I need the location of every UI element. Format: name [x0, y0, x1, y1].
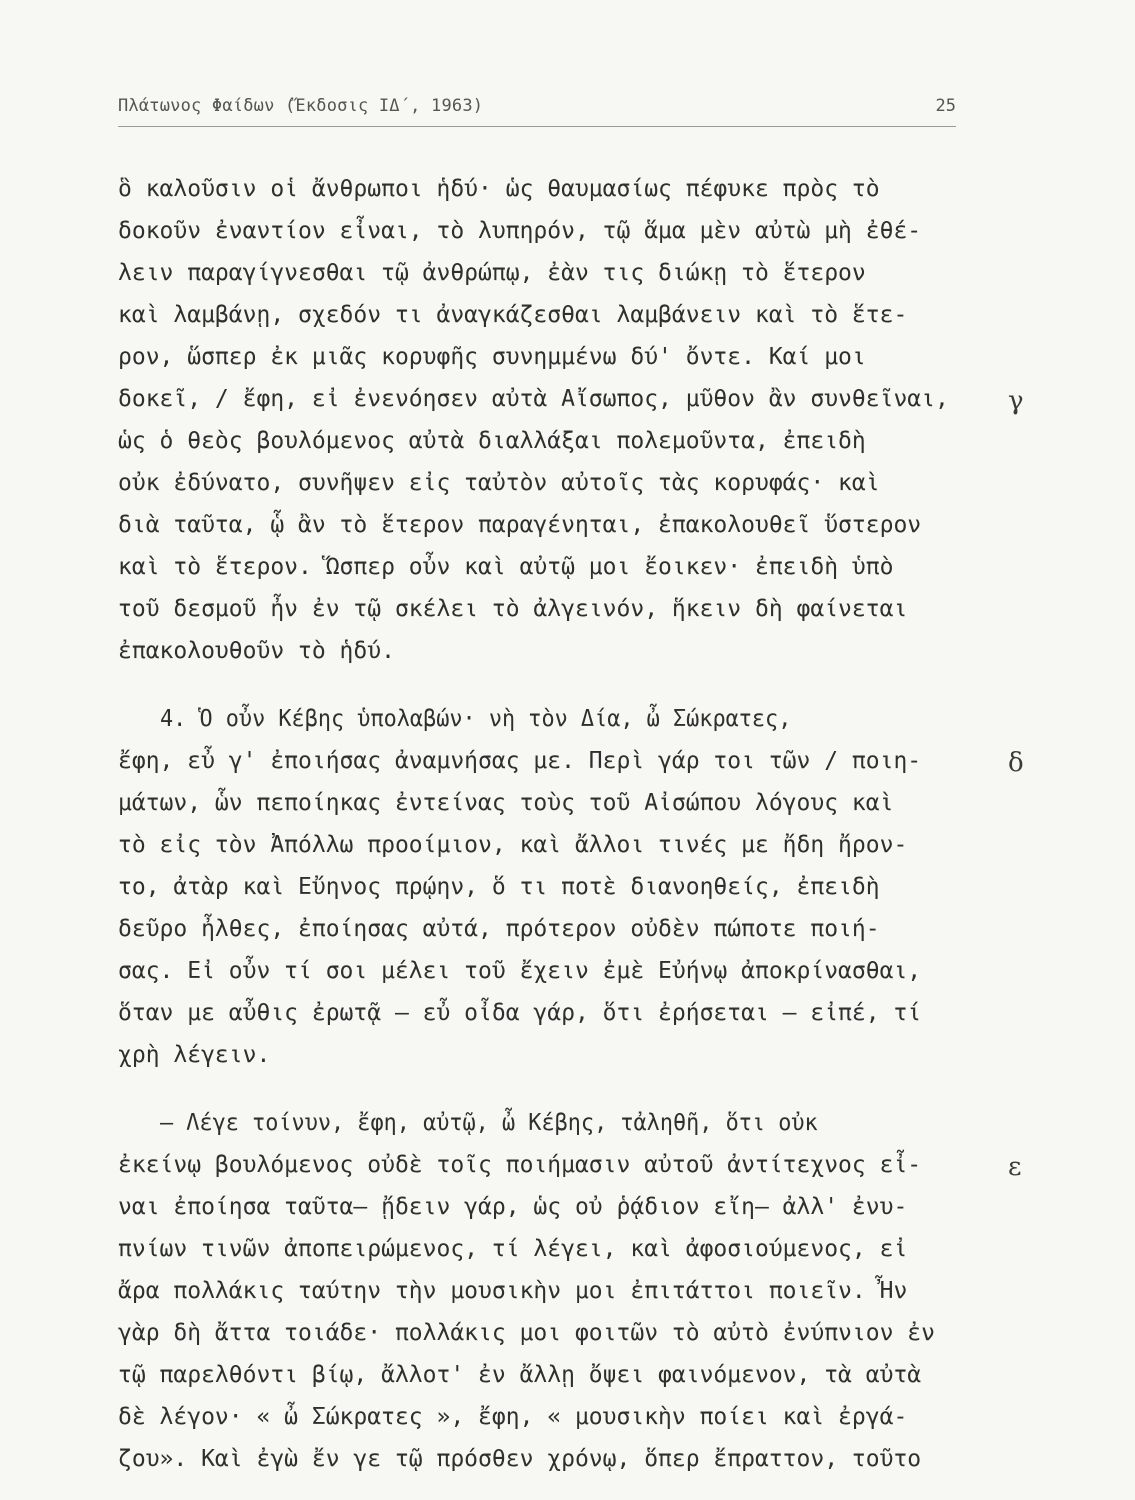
- margin-section-letter: γ: [1008, 386, 1024, 416]
- text-line: ὡς ὁ θεὸς βουλόμενος αὐτὰ διαλλάξαι πολεμοῦντα, ἐπειδὴ: [118, 428, 866, 454]
- text-line: ζου». Καὶ ἐγὼ ἔν γε τῷ πρόσθεν χρόνῳ, ὅπερ ἔπραττον, τοῦτο: [118, 1446, 922, 1472]
- text-line: διὰ ταῦτα, ᾧ ἂν τὸ ἕτερον παραγένηται, ἐπακολουθεῖ ὕστερον: [118, 512, 922, 538]
- text-line-paragraph-start: 4. Ὁ οὖν Κέβης ὑπολαβών· νὴ τὸν Δία, ὦ Σώκρατες,: [160, 706, 792, 732]
- text-line: χρὴ λέγειν.: [118, 1042, 271, 1068]
- text-line: ὅταν με αὖθις ἐρωτᾷ — εὖ οἶδα γάρ, ὅτι ἐρήσεται — εἰπέ, τί: [118, 1000, 922, 1026]
- text-line: το, ἀτὰρ καὶ Εὔηνος πρῴην, ὅ τι ποτὲ διανοηθείς, ἐπειδὴ: [118, 874, 880, 900]
- running-header: [118, 96, 956, 127]
- text-line-paragraph-start: — Λέγε τοίνυν, ἔφη, αὐτῷ, ὦ Κέβης, τἀληθῆ, ὅτι οὐκ: [160, 1110, 818, 1136]
- page-number: 25: [935, 96, 956, 116]
- text-line: δοκοῦν ἐναντίον εἶναι, τὸ λυπηρόν, τῷ ἅμα μὲν αὐτὼ μὴ ἐθέ-: [118, 218, 922, 244]
- text-line: ρον, ὥσπερ ἐκ μιᾶς κορυφῆς συνημμένω δύ' ὄντε. Καί μοι: [118, 344, 866, 370]
- text-line: ἄρα πολλάκις ταύτην τὴν μουσικὴν μοι ἐπιτάττοι ποιεῖν. Ἦν: [118, 1278, 908, 1304]
- margin-section-letter: δ: [1008, 748, 1024, 778]
- text-line: καὶ τὸ ἕτερον. Ὥσπερ οὖν καὶ αὐτῷ μοι ἔοικεν· ἐπειδὴ ὑπὸ: [118, 554, 894, 580]
- text-line: τῷ παρελθόντι βίῳ, ἄλλοτ' ἐν ἄλλῃ ὄψει φαινόμενον, τὰ αὐτὰ: [118, 1362, 922, 1388]
- text-line: ἐκείνῳ βουλόμενος οὐδὲ τοῖς ποιήμασιν αὐτοῦ ἀντίτεχνος εἶ-: [118, 1152, 922, 1178]
- header-title: Πλάτωνος Φαίδων (Ἔκδοσις ΙΔ΄, 1963): [118, 96, 484, 116]
- text-line: τὸ εἰς τὸν Ἀπόλλω προοίμιον, καὶ ἄλλοι τινές με ἤδη ἤρον-: [118, 832, 908, 858]
- text-line: γὰρ δὴ ἄττα τοιάδε· πολλάκις μοι φοιτῶν τὸ αὐτὸ ἐνύπνιον ἐν: [118, 1320, 935, 1346]
- text-line: τοῦ δεσμοῦ ἦν ἐν τῷ σκέλει τὸ ἀλγεινόν, ἥκειν δὴ φαίνεται: [118, 596, 908, 622]
- text-line: λειν παραγίγνεσθαι τῷ ἀνθρώπῳ, ἐὰν τις διώκῃ τὸ ἕτερον: [118, 260, 866, 286]
- text-line: καὶ λαμβάνῃ, σχεδόν τι ἀναγκάζεσθαι λαμβάνειν καὶ τὸ ἕτε-: [118, 302, 908, 328]
- text-line: δοκεῖ, / ἔφη, εἰ ἐνενόησεν αὐτὰ Αἴσωπος, μῦθον ἂν συνθεῖναι,: [118, 386, 949, 412]
- text-line: ὃ καλοῦσιν οἱ ἄνθρωποι ἡδύ· ὡς θαυμασίως πέφυκε πρὸς τὸ: [118, 176, 880, 202]
- text-line: ναι ἐποίησα ταῦτα— ᾔδειν γάρ, ὡς οὐ ῥᾴδιον εἴη— ἀλλ' ἐνυ-: [118, 1194, 908, 1220]
- text-line: δὲ λέγον· « ὦ Σώκρατες », ἔφη, « μουσικὴν ποίει καὶ ἐργά-: [118, 1404, 908, 1430]
- text-line: πνίων τινῶν ἀποπειρώμενος, τί λέγει, καὶ ἀφοσιούμενος, εἰ: [118, 1236, 908, 1262]
- text-line: δεῦρο ἦλθες, ἐποίησας αὐτά, πρότερον οὐδὲν πώποτε ποιή-: [118, 916, 880, 942]
- margin-section-letter: ε: [1008, 1152, 1022, 1182]
- text-line: μάτων, ὧν πεποίηκας ἐντείνας τοὺς τοῦ Αἰσώπου λόγους καὶ: [118, 790, 894, 816]
- text-line: ἔφη, εὖ γ' ἐποιήσας ἀναμνήσας με. Περὶ γάρ τοι τῶν / ποιη-: [118, 748, 922, 774]
- text-line: ἐπακολουθοῦν τὸ ἡδύ.: [118, 638, 395, 664]
- text-line: σας. Εἰ οὖν τί σοι μέλει τοῦ ἔχειν ἐμὲ Εὐήνῳ ἀποκρίνασθαι,: [118, 958, 922, 984]
- text-line: οὐκ ἐδύνατο, συνῆψεν εἰς ταὐτὸν αὐτοῖς τὰς κορυφάς· καὶ: [118, 470, 880, 496]
